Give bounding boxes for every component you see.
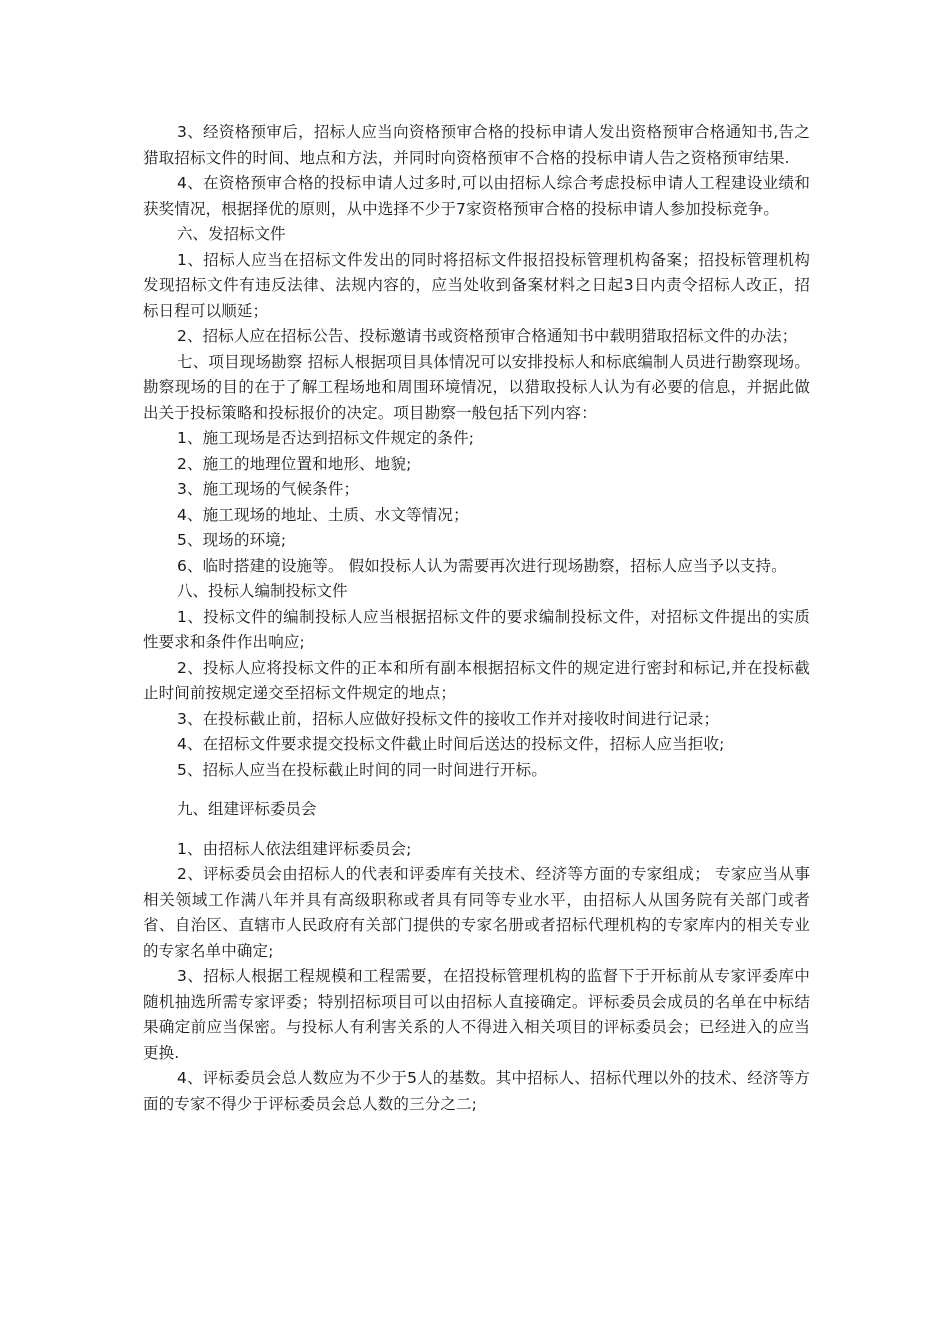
paragraph: 5、招标人应当在投标截止时间的同一时间进行开标。 — [177, 760, 547, 779]
paragraph: 1、投标文件的编制投标人应当根据招标文件的要求编制投标文件，对招标文件提出的实质性要求和条件作出响应; — [143, 607, 810, 651]
paragraph: 2、评标委员会由招标人的代表和评委库有关技术、经济等方面的专家组成； 专家应当从事相关领域工作满八年并具有高级职称或者具有同等专业水平，由招标人从国务院有关部门或者省、自治区、直辖市人民政府有关部门提供的专家名册或者招标代理机构的专家库内的相关专业的专家名单中确定; — [143, 865, 810, 960]
paragraph: 3、在投标截止前，招标人应做好投标文件的接收工作并对接收时间进行记录； — [177, 709, 720, 728]
paragraph: 6、临时搭建的设施等。 假如投标人认为需要再次进行现场勘察，招标人应当予以支持。 — [177, 556, 787, 575]
paragraph: 2、投标人应将投标文件的正本和所有副本根据招标文件的规定进行密封和标记,并在投标截止时间前按规定递交至招标文件规定的地点； — [143, 658, 810, 702]
section-heading: 八、投标人编制投标文件 — [177, 582, 348, 600]
list-item: 3、施工现场的气候条件； — [177, 480, 360, 498]
list-item: 4、施工现场的地址、土质、水文等情况； — [177, 505, 469, 524]
section-heading: 九、组建评标委员会 — [177, 800, 317, 818]
section-heading: 六、发招标文件 — [177, 225, 286, 243]
paragraph: 1、招标人应当在招标文件发出的同时将招标文件报招投标管理机构备案；招投标管理机构发现招标文件有违反法律、法规内容的，应当处收到备案材料之日起3日内责令招标人改正，招标日程可以顺延； — [143, 250, 810, 320]
paragraph: 2、招标人应在招标公告、投标邀请书或资格预审合格通知书中载明猎取招标文件的办法； — [177, 327, 798, 345]
list-item: 5、现场的环境; — [177, 531, 287, 549]
paragraph: 3、招标人根据工程规模和工程需要，在招投标管理机构的监督下于开标前从专家评委库中随机抽选所需专家评委；特别招标项目可以由招标人直接确定。评标委员会成员的名单在中标结果确定前应当保密。与投标人有利害关系的人不得进入相关项目的评标委员会；已经进入的应当更换. — [143, 967, 810, 1062]
paragraph: 4、在资格预审合格的投标申请人过多时,可以由招标人综合考虑投标申请人工程建设业绩和获奖情况，根据择优的原则，从中选择不少于7家资格预审合格的投标申请人参加投标竞争。 — [143, 174, 810, 218]
paragraph: 1、由招标人依法组建评标委员会; — [177, 839, 412, 858]
list-item: 2、施工的地理位置和地形、地貌; — [177, 454, 412, 473]
list-item: 1、施工现场是否达到招标文件规定的条件; — [177, 429, 475, 447]
paragraph: 3、经资格预审后，招标人应当向资格预审合格的投标申请人发出资格预审合格通知书,告之猎取招标文件的时间、地点和方法，并同时向资格预审不合格的投标申请人告之资格预审结果. — [143, 123, 810, 167]
paragraph: 4、在招标文件要求提交投标文件截止时间后送达的投标文件，招标人应当拒收; — [177, 735, 725, 753]
paragraph: 七、项目现场勘察 招标人根据项目具体情况可以安排投标人和标底编制人员进行勘察现场。勘察现场的目的在于了解工程场地和周围环境情况，以猎取投标人认为有必要的信息，并据此做出关于投标策略和投标报价的决定。项目勘察一般包括下列内容： — [143, 352, 810, 422]
document-page — [143, 120, 810, 1117]
paragraph: 4、评标委员会总人数应为不少于5人的基数。其中招标人、招标代理以外的技术、经济等方面的专家不得少于评标委员会总人数的三分之二; — [143, 1069, 810, 1113]
